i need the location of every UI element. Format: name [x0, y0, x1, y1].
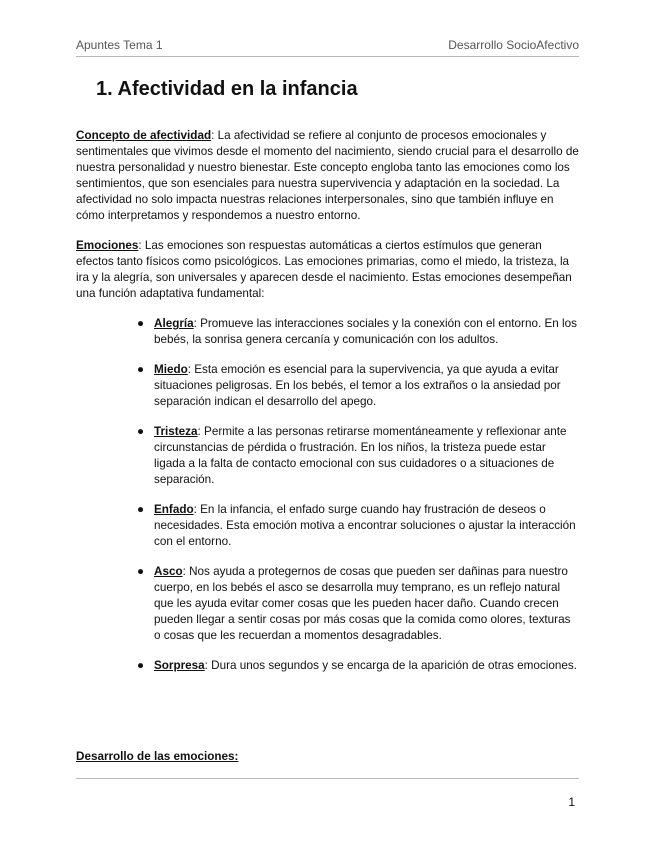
- page-title: 1. Afectividad en la infancia: [96, 78, 358, 100]
- list-item-sorpresa: [137, 658, 579, 674]
- list-item-miedo: [137, 362, 579, 410]
- list-item-text: : En la infancia, el enfado surge cuando hay frustración de deseos o necesidades. Esta emoción motiva a encontrar soluciones o ajustar la interacción con el entorno.: [154, 503, 576, 548]
- bullet-icon: ●: [137, 565, 145, 578]
- emociones-paragraph: [76, 238, 579, 302]
- header-divider: [76, 56, 579, 57]
- list-item-enfado: [137, 502, 579, 550]
- document-body: [76, 128, 579, 688]
- list-item-text: : Nos ayuda a protegernos de cosas que pueden ser dañinas para nuestro cuerpo, en los bebés el asco se desarrolla muy temprano, es un reflejo natural que les ayuda evitar comer cosas que les pueden hacer daño. Cuando crecen pueden llegar a sentir cosas por más cosas que la comida como olores, texturas o cosas que les recuerdan a momentos desagradables.: [154, 565, 571, 642]
- list-item-asco: [137, 564, 579, 644]
- list-item-text: : Dura unos segundos y se encarga de la aparición de otras emociones.: [204, 659, 577, 672]
- bullet-icon: ●: [137, 363, 145, 376]
- list-item-text: : Permite a las personas retirarse momentáneamente y reflexionar ante circunstancias de pérdida o frustración. En los niños, la tristeza puede estar ligada a la falta de contacto emocional con sus cuidadores o a situaciones de separación.: [154, 425, 567, 486]
- concepto-text: : La afectividad se refiere al conjunto de procesos emocionales y sentimentales que vivimos desde el momento del nacimiento, siendo crucial para el desarrollo de nuestra personalidad y nuestro bienestar. Este concepto engloba tanto las emociones como los sentimientos, que son esenciales para nuestra supervivencia y adaptación en la sociedad. La afectividad no solo impacta nuestras relaciones interpersonales, sino que también influye en cómo interpretamos y respondemos a nuestro entorno.: [76, 129, 579, 222]
- list-item-tristeza: [137, 424, 579, 488]
- list-item-text: : Promueve las interacciones sociales y la conexión con el entorno. En los bebés, la sonrisa genera cercanía y comunicación con los adultos.: [154, 317, 577, 346]
- header-right-text: Desarrollo SocioAfectivo: [448, 38, 579, 52]
- list-item-text: : Esta emoción es esencial para la supervivencia, ya que ayuda a evitar situaciones peligrosas. En los bebés, el temor a los extraños o la ansiedad por separación indican el desarrollo del apego.: [154, 363, 561, 408]
- bullet-icon: ●: [137, 425, 145, 438]
- list-item-term: Enfado: [154, 503, 194, 516]
- concepto-term: Concepto de afectividad: [76, 129, 212, 142]
- bullet-icon: ●: [137, 503, 145, 516]
- section-heading: Desarrollo de las emociones:: [76, 750, 239, 763]
- bullet-icon: ●: [137, 317, 145, 330]
- list-item-term: Tristeza: [154, 425, 198, 438]
- emociones-text: : Las emociones son respuestas automáticas a ciertos estímulos que generan efectos tanto físicos como psicológicos. Las emociones primarias, como el miedo, la tristeza, la ira y la alegría, son universales y aparecen desde el nacimiento. Estas emociones desempeñan una función adaptativa fundamental:: [76, 239, 572, 300]
- footer-divider: [76, 778, 579, 779]
- concepto-paragraph: [76, 128, 579, 224]
- emotions-list: [76, 316, 579, 674]
- page-number: 1: [568, 795, 575, 809]
- list-item-alegria: [137, 316, 579, 348]
- list-item-term: Miedo: [154, 363, 188, 376]
- header-left-text: Apuntes Tema 1: [76, 38, 163, 52]
- list-item-term: Asco: [154, 565, 183, 578]
- bullet-icon: ●: [137, 659, 145, 672]
- list-item-term: Sorpresa: [154, 659, 205, 672]
- emociones-term: Emociones: [76, 239, 139, 252]
- list-item-term: Alegría: [154, 317, 194, 330]
